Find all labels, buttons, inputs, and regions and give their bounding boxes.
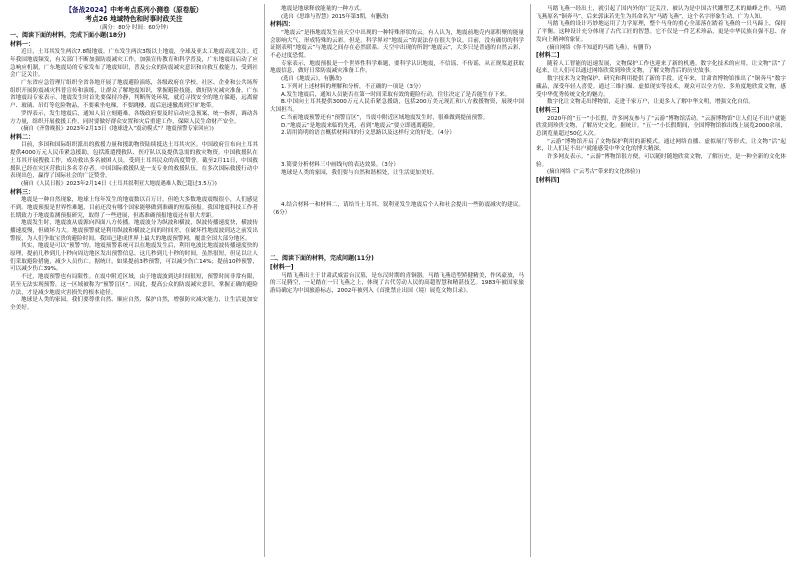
title-main: 中考考点系列小测卷（原卷版） <box>110 6 203 14</box>
question-1: 1.下列对上述材料的理解和分析，不正确的一项是（3分） <box>281 83 425 90</box>
source-citation: (摘自网络《你不知道的马踏飞燕》，有删节) <box>547 44 651 51</box>
paragraph: 数字化让文物走出博物馆，走进千家万户，让更多人了解中华文明，增强文化自信。 <box>547 99 754 106</box>
option-c: C.当前地震预警还有“预警盲区”，当震中附近区域地震发生时，很难做到提前预警。 <box>281 114 489 121</box>
score-time-info: （满分：80分 时间：60分钟） <box>96 25 172 31</box>
material-label: [材料一] <box>270 263 294 271</box>
paragraph: 近日，土耳其发生两次7.8级地震。广东发生两次3级以上地震，全球及亚太工地震高度关注。近年我国地震频发，有关部门不断加强防震减灾工作，加强宣传教育和科学普及，广东地震局启动了应急响应机制，广东地震局的专家发布了地震知识，普及公众的防震减灾意识和自救互救能力，受到社会广泛关注。 <box>10 49 258 79</box>
paragraph: 随着人工智能的迅速发展，文物保护工作也迎来了新的机遇。数字化技术的应用，让文物“活”了起来，让人们可以通过网络欣赏到珍贵文物，了解文物背后的历史故事。 <box>536 60 786 75</box>
title-prefix: 【备战2024】 <box>65 6 111 14</box>
paragraph: 马踏飞燕的设计巧妙地运用了力学原理，整个马身的重心全部落在踏着飞燕的一只马蹄上，保持了平衡。这种设计充分体现了古代工匠的智慧。它不仅是一件艺术珍品，更是中华民族自强不息、奋发向上精神的象征。 <box>536 21 786 43</box>
material-label: [材料二] <box>536 52 560 60</box>
source-citation: (选自《地震云》，有删改) <box>281 76 342 83</box>
paragraph: 马踏飞燕出土于甘肃武威雷台汉墓，是东汉时期的青铜器。马踏飞燕造型矫健精美，作风豪放，马的三足腾空，一足踏在一只飞燕之上，体现了古代劳动人民的高超智慧和精湛技艺。1983年被国家旅游局确定为中国旅游标志，2002年被列入《首批禁止出国（境）展览文物目录》。 <box>270 272 524 294</box>
paragraph: 不过，地震预警也有局限性。在震中附近区域，由于地震波到达时间很短，预警时间非常有限，甚至无法实现预警，这一区域被称为“预警盲区”。因此，提高公众的防震减灾意识，掌握正确的避险方法，才是减少地震灾害损失的根本途径。 <box>10 274 258 296</box>
material-2-label: 材料二： <box>10 133 35 141</box>
column-1 <box>10 6 258 313</box>
paragraph: 数字技术为文物保护、研究和利用提供了新的手段。近年来，甘肃省博物馆推出了“铜奔马”数字藏品，深受年轻人喜爱。通过三维扫描、虚拟现实等技术，观众可以全方位、多角度地欣赏文物，感受中华优秀传统文化的魅力。 <box>536 76 786 98</box>
option-a: A.发生地震后，通知人员能否在第一时间采取有效的避险行动，往往决定了是否能生存下来。 <box>281 91 511 98</box>
paragraph: 其实，地震是可以“预警”的。地震预警系统可以在地震发生后，利用电波比地震波传播速度快的原理，提前几秒到几十秒向周边地区发出预警信息。这几秒到几十秒的时间，虽然很短，但足以让人们采取避险措施，减少人员伤亡。据统计，如果提前3秒预警，可以减少伤亡14%；提前10秒预警，可以减少伤亡39%。 <box>10 243 258 273</box>
paragraph: 许多网友表示，“云游”博物馆很方便，可以随时随地欣赏文物，了解历史，是一种全新的文化体验。 <box>536 154 786 168</box>
answer-space <box>270 217 524 255</box>
material-label: [材料三] <box>536 106 560 114</box>
section-heading-2: 二、阅读下面的材料，完成问题(11分) <box>270 255 374 263</box>
question-3: 3.简要分析材料三中画线句的表达效果。（3分） <box>281 162 399 169</box>
paragraph: 2020年的“五一”小长假，许多网友参与了“云游”博物馆活动。“云游博物馆”让人们足不出户就能欣赏到珍贵文物，了解历史文化。据统计，“五一”小长假期间，全国博物馆推出线上展览2000余项，总浏览量超过50亿人次。 <box>536 115 786 137</box>
column-2 <box>270 6 524 296</box>
paragraph: 马踏飞燕一经出土，就引起了国内外的广泛关注，被认为是中国古代雕塑艺术的巅峰之作。马踏飞燕原名“铜奔马”，后来郭沫若先生为其命名为“马踏飞燕”，这个名字形象生动，广为人知。 <box>536 6 786 20</box>
source-citation: (摘自《人民日报》2023年2月14日《土耳其叙利亚大地震遇难人数已超过3.5万》) <box>21 180 217 187</box>
option-d: D.“地震云”是地震来临的先兆，看到“地震云”要立即逃离避险。 <box>281 122 439 129</box>
paragraph: 地震是地球释放能量的一种方式。 <box>281 6 365 12</box>
paper-subtitle: 考点26 地域特色和时事时政关注 <box>85 15 183 23</box>
section-heading-1: 一、阅读下面的材料，完成下面小题(18分) <box>10 32 126 39</box>
paragraph: 目前，多国和国际组织派出的救援力量和援助物资陆续抵达土耳其灾区。中国政府宣布向土耳其提供4000万元人民币紧急援助，包括派遣搜救队、医疗队以及提供急需的救灾物资。中国救援队在土耳其开展搜救工作，成功救出多名被困人员，受到土耳其民众的高度赞誉。截至2月11日，中国救援队已经在灾区营救出多名幸存者。中国国际救援队是一支专业的救援队伍，在多次国际救援行动中表现出色，赢得了国际社会的广泛赞誉。 <box>10 142 258 180</box>
material-4-label: 材料四： <box>270 21 295 29</box>
source-citation: (选自《思维与智慧》2015年第3期，有删改) <box>281 13 389 20</box>
answer-space <box>270 138 524 162</box>
paragraph: “云游”博物馆开启了文物保护利用的新模式。通过网络直播、虚拟展厅等形式，让文物“活”起来，让人们足不出户就能感受中华文化的博大精深。 <box>536 138 786 153</box>
underlined-sentence: 地球是人类的家园，我们要与自然和谐相处，让生活更加美好。 <box>281 170 438 177</box>
column-3 <box>536 6 786 186</box>
column-divider <box>264 4 265 557</box>
paragraph: 罗焊表示，发生地震后，通知人员立刻避难，各级政府要及时启动应急预案，统一指挥，调动各方力量，组织开展救援工作，同时要做好群众安置和灾后重建工作，保障人民生命财产安全。 <box>10 110 258 125</box>
material-label: [材料四] <box>536 177 560 185</box>
answer-space <box>270 178 524 202</box>
paper-title <box>10 6 258 15</box>
paragraph: 地震发生时，地震波从震源向四面八方传播。地震波分为纵波和横波，纵波传播速度快，横波传播速度慢，但破坏力大。地震预警就是利用纵波和横波之间的时间差，在破坏性地震波到达之前发出警报，为人们争取宝贵的避险时间。我国已建成世界上最大的地震预警网，覆盖全国大部分地区。 <box>10 220 258 242</box>
column-divider <box>530 4 531 557</box>
source-citation: (摘自《齐鲁晚报》2023年2月13日《地球进入“震动模式”？地震预警专家回应》) <box>21 126 214 133</box>
material-3-label: 材料三： <box>10 188 35 196</box>
material-1-label: 材料一： <box>10 40 35 48</box>
paragraph: 地震是一种自然现象，地球上每年发生的地震数以百万计，但绝大多数地震震级很小，人们感觉不到。地震预报是世界性难题，目前还没有哪个国家能够做到准确的短临预报。我国地震科技工作者长期致力于地震监测预报研究，取得了一些进展，但离准确预报地震还有很大差距。 <box>10 197 258 219</box>
option-b: B.中国向土耳其提供3000万元人民币紧急援助，包括200万美元现汇和八方救援物资，展现中国大国担当。 <box>270 99 524 114</box>
paragraph: 地球是人类的家园，我们要尊重自然、顺应自然、保护自然，增强防灾减灾能力，让生活更加安全美好。 <box>10 297 258 311</box>
question-2: 2.请用简明的语言概括材料四的行文思路以及这样行文的好处。（4分） <box>281 130 455 137</box>
paragraph: 广东省应急管理厅组织全省各地开展了地震避险演练，各级政府在学校、社区、企业和公共场所组织开展防震减灾科普宣传和演练，让群众了解地震知识，掌握避险技能，做好防灾减灾准备。广东省地震局专家表示，地震发生时首先要保持冷静，判断所处环境，就近寻找安全的地方躲避，远离窗户、玻璃、吊灯等危险物品，不要乘坐电梯，不要跳楼，震后迅速撤离到空旷地带。 <box>10 80 258 110</box>
paragraph: “地震云”是指地震发生前天空中出现的一种特殊形状的云。有人认为，地震前地壳内部积聚的能量会影响大气，形成特殊的云彩。但是，科学界对“地震云”的说法存在很大争议。目前，没有确切的科学证据表明“地震云”与地震之间存在必然联系。天空中出现的所谓“地震云”，大多只是普通的自然云彩，不必过度恐慌。 <box>270 29 524 59</box>
question-4: 4.结合材料一和材料二，请给当土耳其、叙利亚发生地震后个人和社会提出一些防震减灾的建议。（6分） <box>270 201 524 216</box>
paragraph: 专家表示，地震预报是一个世界性科学难题，要科学认识地震，不信谣、不传谣，从正规渠道获取地震信息，做好日常防震减灾准备工作。 <box>270 60 524 75</box>
source-citation: (摘自网络《“云考古”带来的文化体验》) <box>547 169 641 176</box>
